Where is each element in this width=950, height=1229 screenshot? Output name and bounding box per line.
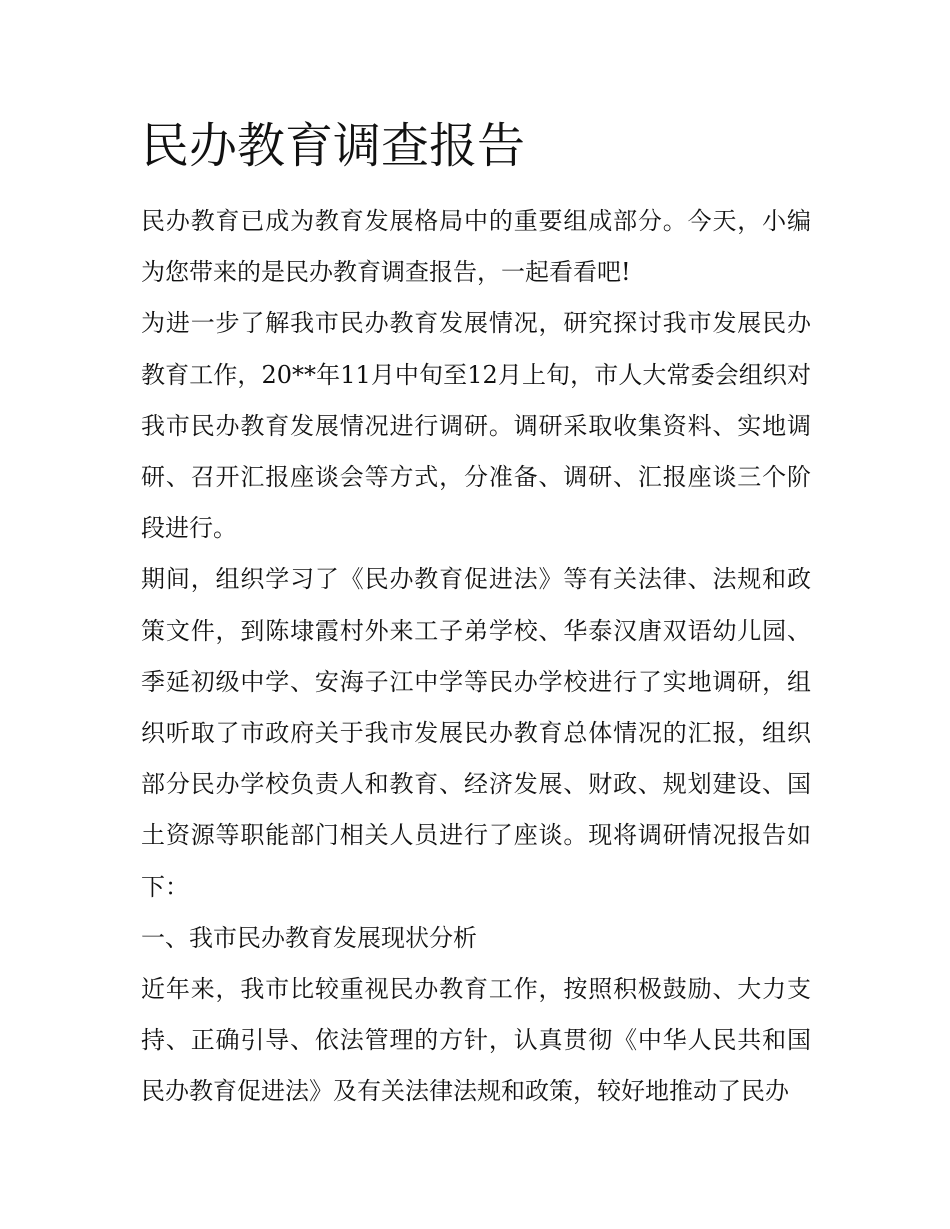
section-heading: 一、我市民办教育发展现状分析 [141, 923, 477, 952]
paragraph-status: 近年来，我市比较重视民办教育工作，按照积极鼓励、大力支持、正确引导、依法管理的方针，认真贯彻《中华人民共和国民办教育促进法》及有关法律法规和政策，较好地推动了民办 [141, 975, 811, 1106]
paragraph-intro: 民办教育已成为教育发展格局中的重要组成部分。今天，小编为您带来的是民办教育调查报告，一起看看吧! [141, 207, 811, 287]
paragraph-background: 为进一步了解我市民办教育发展情况，研究探讨我市发展民办教育工作，20**年11月中旬至12月上旬，市人大常委会组织对我市民办教育发展情况进行调研。调研采取收集资料、实地调研、召开汇报座谈会等方式，分准备、调研、汇报座谈三个阶段进行。 [141, 309, 811, 543]
document-body [141, 196, 811, 1118]
paragraph-activities: 期间，组织学习了《民办教育促进法》等有关法律、法规和政策文件，到陈埭霞村外来工子弟学校、华泰汉唐双语幼儿园、季延初级中学、安海子江中学等民办学校进行了实地调研，组织听取了市政府关于我市发展民办教育总体情况的汇报，组织部分民办学校负责人和教育、经济发展、财政、规划建设、国土资源等职能部门相关人员进行了座谈。现将调研情况报告如下： [141, 565, 811, 901]
document-title: 民办教育调查报告 [141, 118, 526, 174]
